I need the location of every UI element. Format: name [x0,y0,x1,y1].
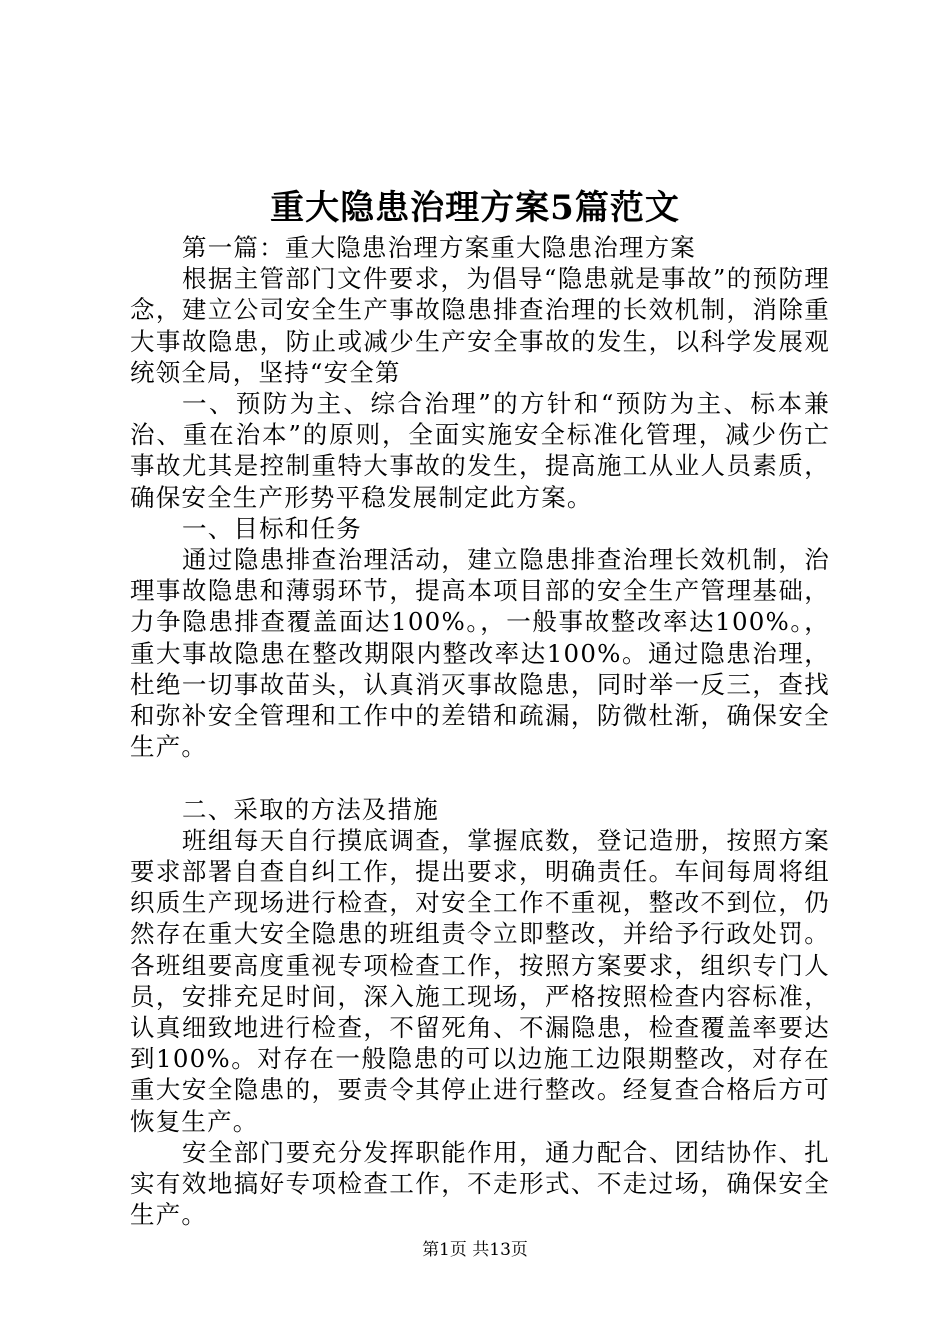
document-title: 重大隐患治理方案5篇范文 [270,188,680,228]
section-heading-methods: 二、采取的方法及措施 [182,794,439,824]
blank-line [130,762,830,793]
section-heading-goals: 一、目标和任务 [182,513,362,543]
page-footer: 第1页 共13页 [422,1240,528,1260]
document-body [130,232,830,1230]
paragraph-principles: 一、预防为主、综合治理”的方针和“预防为主、标本兼治、重在治本”的原则，全面实施安全标准化管理，减少伤亡事故尤其是控制重特大事故的发生，提高施工从业人员素质，确保安全生产形势平稳发展制定此方案。 [130,389,830,512]
paragraph-methods: 班组每天自行摸底调查，掌握底数，登记造册，按照方案要求部署自查自纠工作，提出要求，明确责任。车间每周将组织质生产现场进行检查，对安全工作不重视，整改不到位，仍然存在重大安全隐患的班组责令立即整改，并给予行政处罚。各班组要高度重视专项检查工作，按照方案要求，组织专门人员，安排充足时间，深入施工现场，严格按照检查内容标准，认真细致地进行检查，不留死角、不漏隐患，检查覆盖率要达到100%。对存在一般隐患的可以边施工边限期整改，对存在重大安全隐患的，要责令其停止进行整改。经复查合格后方可恢复生产。 [130,825,830,1136]
paragraph-heading-first-article: 第一篇：重大隐患治理方案重大隐患治理方案 [182,233,696,262]
paragraph-intro: 根据主管部门文件要求，为倡导“隐患就是事故”的预防理念，建立公司安全生产事故隐患排查治理的长效机制，消除重大事故隐患，防止或减少生产安全事故的发生，以科学发展观统领全局，坚持“安全第 [130,264,830,387]
paragraph-goals: 通过隐患排查治理活动，建立隐患排查治理长效机制，治理事故隐患和薄弱环节，提高本项目部的安全生产管理基础，力争隐患排查覆盖面达100%。，一般事故整改率达100%。，重大事故隐患在整改期限内整改率达100%。通过隐患治理，杜绝一切事故苗头，认真消灭事故隐患，同时举一反三，查找和弥补安全管理和工作中的差错和疏漏，防微杜渐，确保安全生产。 [130,545,830,762]
paragraph-safety-department: 安全部门要充分发挥职能作用，通力配合、团结协作、扎实有效地搞好专项检查工作，不走形式、不走过场，确保安全生产。 [130,1137,830,1230]
